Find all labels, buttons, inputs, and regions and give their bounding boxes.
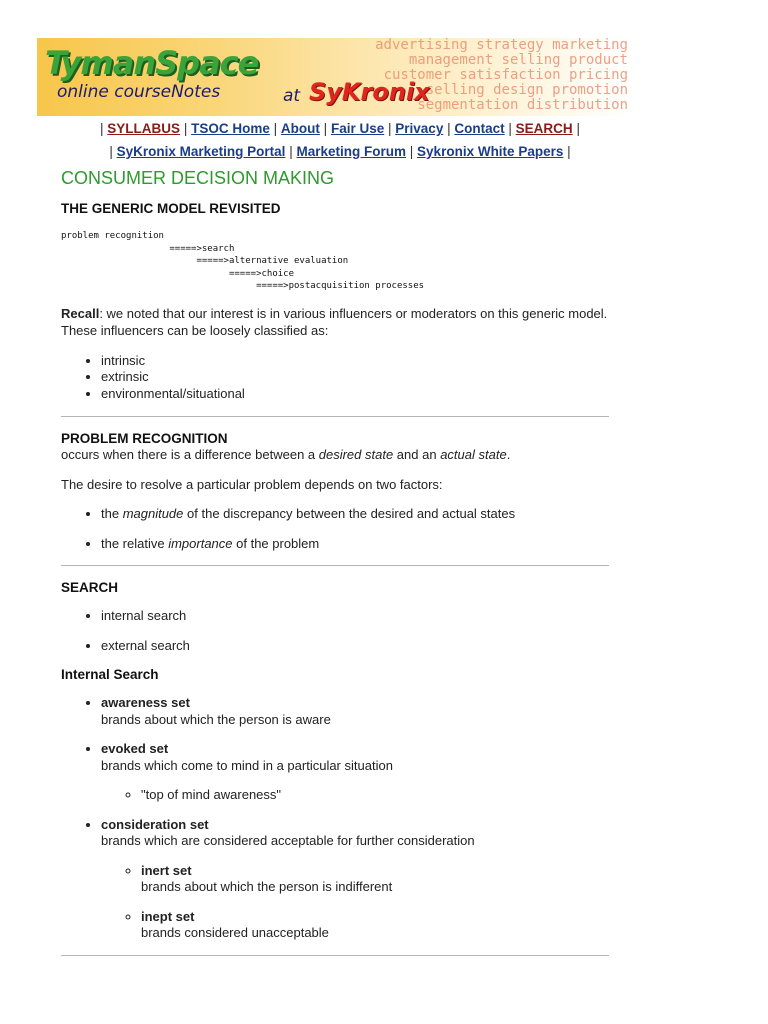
list-item: • the relative importance of the problem [101, 536, 609, 553]
list-item: • extrinsic [101, 369, 609, 386]
factors-list [61, 506, 609, 552]
banner-watermark: advertising strategy marketing management selling product customer satisfaction pricing selling design promotion segmentation distribution [375, 38, 628, 113]
list-item: • external search [101, 638, 609, 655]
page-title: CONSUMER DECISION MAKING [61, 168, 335, 188]
nav-white-papers-link[interactable]: Sykronix White Papers [417, 144, 564, 159]
primary-nav: | SYLLABUS | TSOC Home | About | Fair Use | Privacy | Contact | SEARCH | [100, 121, 580, 136]
nav-syllabus-link[interactable]: SYLLABUS [107, 121, 181, 136]
site-banner[interactable] [37, 38, 630, 116]
nav-contact-link[interactable]: Contact [454, 121, 505, 136]
list-item: • intrinsic [101, 353, 609, 370]
list-item: • internal search [101, 608, 609, 625]
nav-fair-use-link[interactable]: Fair Use [330, 121, 385, 136]
nav-search-link[interactable]: SEARCH [515, 121, 573, 136]
list-item: ◦ inept set brands considered unacceptable [141, 909, 609, 942]
brand-logo: TymanSpace [45, 44, 259, 82]
search-heading: SEARCH [61, 580, 119, 595]
nav-privacy-link[interactable]: Privacy [395, 121, 444, 136]
generic-model-heading: THE GENERIC MODEL REVISITED [61, 201, 281, 216]
problem-definition: occurs when there is a difference between a desired state and an actual state. [61, 447, 511, 462]
list-item: • evoked set brands which come to mind in a particular situation ◦ "top of mind awareness" [101, 741, 609, 804]
list-item: • environmental/situational [101, 386, 609, 403]
nav-about-link[interactable]: About [280, 121, 320, 136]
factors-intro: The desire to resolve a particular problem depends on two factors: [61, 477, 443, 492]
divider [61, 416, 609, 417]
list-item: • awareness set brands about which the person is aware [101, 695, 609, 728]
nav-marketing-portal-link[interactable]: SyKronix Marketing Portal [116, 144, 286, 159]
list-item: ◦ "top of mind awareness" [141, 787, 609, 804]
main-content [61, 168, 609, 956]
nav-tsoc-home-link[interactable]: TSOC Home [191, 121, 270, 136]
brand-subtitle: online courseNotes [57, 82, 221, 102]
internal-search-list [61, 695, 609, 942]
secondary-nav: | SyKronix Marketing Portal | Marketing Forum | Sykronix White Papers | [109, 144, 571, 159]
recall-paragraph: Recall: we noted that our interest is in various influencers or moderators on this generic model. These influencers can be loosely classified as: [61, 305, 608, 338]
list-item: • consideration set brands which are considered acceptable for further consideration ◦ inert set brands about which the person is indifferent ◦ inept set brands considered unacceptable [101, 817, 609, 942]
brand-at: at [283, 86, 301, 106]
generic-model-diagram: problem recognition =====>search =====>alternative evaluation =====>choice =====>postacquisition processes [61, 231, 425, 291]
influencer-list [61, 353, 609, 403]
nav-marketing-forum-link[interactable]: Marketing Forum [296, 144, 406, 159]
divider [61, 955, 609, 956]
search-list [61, 608, 609, 654]
list-item: ◦ inert set brands about which the person is indifferent [141, 863, 609, 896]
problem-recognition-heading: PROBLEM RECOGNITION [61, 431, 228, 446]
list-item: • the magnitude of the discrepancy between the desired and actual states [101, 506, 609, 523]
divider [61, 565, 609, 566]
internal-search-heading: Internal Search [61, 667, 159, 682]
partner-logo: SyKronix [309, 78, 430, 106]
